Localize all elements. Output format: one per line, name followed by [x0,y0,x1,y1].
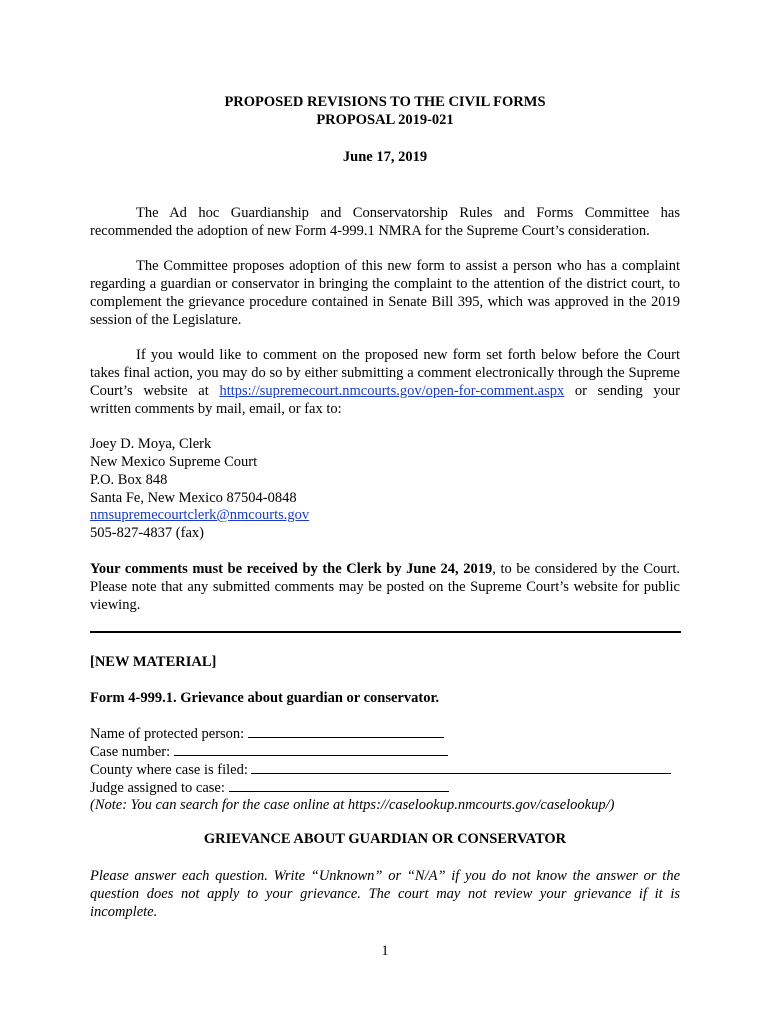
county-label: County where case is filed: [90,762,248,778]
section-divider [90,631,681,633]
judge-blank[interactable] [229,778,449,792]
grievance-instructions: Please answer each question. Write “Unknown” or “N/A” if you do not know the answer or the question does not apply to your grievance. The court may not review your grievance if it is incomplete. [90,868,680,920]
form-title: Form 4-999.1. Grievance about guardian or conservator. [90,690,440,706]
protected-person-label: Name of protected person: [90,726,245,742]
new-material-label: [NEW MATERIAL] [90,654,217,670]
city-state-zip: Santa Fe, New Mexico 87504-0848 [90,490,297,506]
comment-text-start: If you would like to comment on the proposed new form set forth below before the Court takes final action, you may do so by either submitting a comment electronically through the Supreme Court’s website at [90,347,680,399]
county-field [90,760,671,779]
comment-text-end: or sending your written comments by mail, email, or fax to: [90,383,680,417]
county-blank[interactable] [251,760,671,774]
judge-label: Judge assigned to case: [90,780,225,796]
judge-field [90,778,449,797]
court-name: New Mexico Supreme Court [90,454,258,470]
deadline-rest: , to be considered by the Court. Please note that any submitted comments may be posted on the Supreme Court’s website for public viewing. [90,561,681,613]
po-box: P.O. Box 848 [90,472,168,488]
comment-website-link[interactable]: https://supremecourt.nmcourts.gov/open-for-comment.aspx [219,383,565,399]
comment-paragraph [90,346,680,418]
intro-paragraph: The Ad hoc Guardianship and Conservatorship Rules and Forms Committee has recommended the adoption of new Form 4-999.1 NMRA for the Supreme Court’s consideration. [90,205,680,239]
case-number-field [90,742,448,761]
case-lookup-note: (Note: You can search for the case online at https://caselookup.nmcourts.gov/caselookup/) [90,797,615,813]
case-number-label: Case number: [90,744,171,760]
protected-person-field [90,724,444,743]
page-number: 1 [381,943,389,959]
clerk-email-link[interactable]: nmsupremecourtclerk@nmcourts.gov [90,507,310,523]
proposal-number: PROPOSAL 2019-021 [316,112,454,128]
case-number-blank[interactable] [174,742,448,756]
fax-number: 505-827-4837 (fax) [90,525,204,541]
purpose-paragraph: The Committee proposes adoption of this new form to assist a person who has a complaint regarding a guardian or conservator in bringing the complaint to the attention of the district court, to complement the grievance procedure contained in Senate Bill 395, which was approved in the 2019 session of the Legislature. [90,258,680,328]
clerk-name: Joey D. Moya, Clerk [90,436,212,452]
document-date: June 17, 2019 [342,149,428,165]
deadline-bold: Your comments must be received by the Clerk by June 24, 2019 [90,561,493,577]
grievance-heading: GRIEVANCE ABOUT GUARDIAN OR CONSERVATOR [203,831,567,847]
protected-person-blank[interactable] [248,724,444,738]
deadline-paragraph [90,560,680,614]
document-title: PROPOSED REVISIONS TO THE CIVIL FORMS [224,94,546,110]
